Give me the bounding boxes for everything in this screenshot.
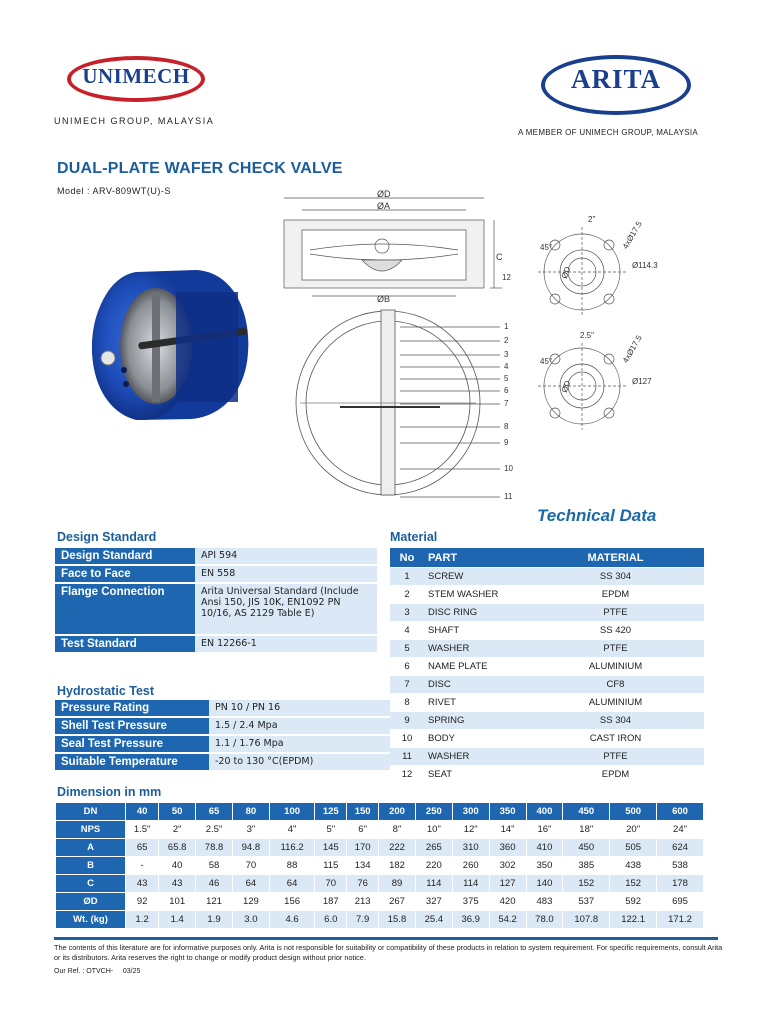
dim-cell: 76 [347, 875, 379, 893]
row-value: -20 to 130 °C(EPDM) [209, 753, 391, 771]
dim-header-dn: 250 [415, 803, 452, 821]
dim-cell: 114 [415, 875, 452, 893]
material-cell-no: 2 [390, 586, 424, 604]
table-row [390, 622, 704, 640]
callout-1: 1 [504, 322, 509, 331]
technical-data-heading: Technical Data [537, 506, 657, 525]
table-header-row [390, 548, 704, 568]
dim-cell: 156 [269, 893, 315, 911]
dim-cell: 1.5" [126, 821, 159, 839]
dim-header-dn: 300 [452, 803, 489, 821]
callout-7: 7 [504, 399, 509, 408]
table-row [390, 712, 704, 730]
dim-header-dn: 80 [232, 803, 269, 821]
dim-cell: 537 [563, 893, 610, 911]
dim-cell: 1.9 [196, 911, 233, 929]
dim-cell: 438 [610, 857, 657, 875]
dim-cell: 46 [196, 875, 233, 893]
material-table [390, 548, 704, 784]
material-cell-no: 11 [390, 748, 424, 766]
row-key: Shell Test Pressure [55, 717, 209, 735]
material-cell-material: ALUMINIUM [527, 658, 704, 676]
dim-cell: 222 [379, 839, 416, 857]
material-cell-part: SHAFT [424, 622, 527, 640]
row-key: Suitable Temperature [55, 753, 209, 771]
dim-cell: 107.8 [563, 911, 610, 929]
table-row [56, 857, 704, 875]
material-cell-part: SEAT [424, 766, 527, 784]
dim-cell: 54.2 [489, 911, 526, 929]
reference-date: 03/25 [122, 968, 141, 975]
material-cell-no: 3 [390, 604, 424, 622]
dim-cell: 16" [526, 821, 563, 839]
flange-angle-2-5in: 45° [540, 357, 553, 366]
dim-cell: 115 [315, 857, 347, 875]
dim-cell: 134 [347, 857, 379, 875]
dim-cell: 65 [126, 839, 159, 857]
dim-cell: 127 [489, 875, 526, 893]
material-cell-no: 12 [390, 766, 424, 784]
dim-header-dn: 100 [269, 803, 315, 821]
table-row [55, 717, 391, 735]
material-cell-no: 4 [390, 622, 424, 640]
dim-cell: - [126, 857, 159, 875]
table-row [390, 658, 704, 676]
dim-cell: 58 [196, 857, 233, 875]
row-value: 1.1 / 1.76 Mpa [209, 735, 391, 753]
table-row [390, 568, 704, 586]
dim-cell: 213 [347, 893, 379, 911]
hydrostatic-heading: Hydrostatic Test [57, 684, 155, 698]
table-row [390, 586, 704, 604]
dim-row-label: Wt. (kg) [56, 911, 126, 929]
callout-9: 9 [504, 438, 509, 447]
page-title: DUAL-PLATE WAFER CHECK VALVE [57, 160, 343, 177]
callout-3: 3 [504, 350, 509, 359]
row-value: PN 10 / PN 16 [209, 700, 391, 717]
dim-cell: 360 [489, 839, 526, 857]
dim-cell: 171.2 [657, 911, 704, 929]
dim-header-dn: 450 [563, 803, 610, 821]
dim-cell: 385 [563, 857, 610, 875]
dim-cell: 20" [610, 821, 657, 839]
dim-row-label: ØD [56, 893, 126, 911]
row-key: Flange Connection [55, 583, 195, 635]
dim-cell: 267 [379, 893, 416, 911]
material-cell-material: SS 304 [527, 712, 704, 730]
callout-5: 5 [504, 374, 509, 383]
dim-cell: 25.4 [415, 911, 452, 929]
material-cell-no: 9 [390, 712, 424, 730]
table-row [55, 583, 377, 635]
hydrostatic-table [55, 700, 391, 772]
col-material: MATERIAL [527, 548, 704, 568]
table-row [55, 548, 377, 565]
drawing-label-c: C [496, 252, 503, 262]
material-cell-part: RIVET [424, 694, 527, 712]
dim-cell: 220 [415, 857, 452, 875]
dim-cell: 3" [232, 821, 269, 839]
material-cell-material: CAST IRON [527, 730, 704, 748]
material-cell-material: PTFE [527, 604, 704, 622]
callout-8: 8 [504, 422, 509, 431]
drawing-label-ob: ØB [377, 294, 391, 304]
dim-header-dn: 200 [379, 803, 416, 821]
dim-cell: 114 [452, 875, 489, 893]
dim-cell: 2" [159, 821, 196, 839]
flange-pcd-2-5in: Ø127 [632, 377, 652, 386]
material-cell-material: CF8 [527, 676, 704, 694]
dim-header-dn: 500 [610, 803, 657, 821]
row-key: Test Standard [55, 635, 195, 653]
dim-cell: 6.0 [315, 911, 347, 929]
col-part: PART [424, 548, 527, 568]
dim-cell: 88 [269, 857, 315, 875]
dim-cell: 36.9 [452, 911, 489, 929]
row-key: Pressure Rating [55, 700, 209, 717]
dim-cell: 420 [489, 893, 526, 911]
design-standard-table [55, 548, 377, 654]
disclaimer: The contents of this literature are for informative purposes only. Arita is not responsible for suitability or compatibility of these products in relation to system requirement. For specific requirements, consult Arita or its distributors. Arita reserves the right to change or modify product design without prior notice. [54, 943, 723, 962]
dim-cell: 89 [379, 875, 416, 893]
dim-cell: 4" [269, 821, 315, 839]
callout-6: 6 [504, 386, 509, 395]
dim-cell: 410 [526, 839, 563, 857]
material-cell-part: BODY [424, 730, 527, 748]
table-row [56, 893, 704, 911]
row-value: Arita Universal Standard (Include Ansi 150, JIS 10K, EN1092 PN 10/16, AS 2129 Table E) [195, 583, 377, 635]
dim-cell: 92 [126, 893, 159, 911]
material-cell-part: DISC [424, 676, 527, 694]
row-value: EN 558 [195, 565, 377, 583]
material-cell-no: 7 [390, 676, 424, 694]
unimech-logo: UNIMECH [82, 64, 190, 88]
dim-cell: 302 [489, 857, 526, 875]
dim-cell: 94.8 [232, 839, 269, 857]
callout-10: 10 [504, 464, 513, 473]
row-value: 1.5 / 2.4 Mpa [209, 717, 391, 735]
material-cell-material: SS 304 [527, 568, 704, 586]
row-key: Design Standard [55, 548, 195, 565]
arita-logo: ARITA [570, 64, 661, 94]
dim-cell: 12" [452, 821, 489, 839]
dim-cell: 1.2 [126, 911, 159, 929]
dim-cell: 592 [610, 893, 657, 911]
dim-cell: 116.2 [269, 839, 315, 857]
table-row [390, 730, 704, 748]
dim-cell: 310 [452, 839, 489, 857]
dim-cell: 350 [526, 857, 563, 875]
valve-product-image [86, 262, 256, 427]
dim-cell: 122.1 [610, 911, 657, 929]
dim-row-label: C [56, 875, 126, 893]
dim-cell: 152 [563, 875, 610, 893]
flange-angle-2in: 45° [540, 243, 553, 252]
dim-row-label: B [56, 857, 126, 875]
table-row [390, 676, 704, 694]
dim-cell: 1.4 [159, 911, 196, 929]
dim-cell: 24" [657, 821, 704, 839]
dim-header-dn: 150 [347, 803, 379, 821]
table-row [390, 604, 704, 622]
dim-cell: 265 [415, 839, 452, 857]
material-cell-no: 10 [390, 730, 424, 748]
dim-header-dn: 40 [126, 803, 159, 821]
dim-cell: 505 [610, 839, 657, 857]
dim-cell: 15.8 [379, 911, 416, 929]
material-cell-part: NAME PLATE [424, 658, 527, 676]
table-row [390, 640, 704, 658]
table-row [56, 839, 704, 857]
flange-size-2in: 2" [588, 215, 596, 224]
material-cell-material: PTFE [527, 748, 704, 766]
dim-cell: 78.8 [196, 839, 233, 857]
drawing-label-od: ØD [377, 190, 391, 199]
dim-row-label: NPS [56, 821, 126, 839]
material-cell-part: SCREW [424, 568, 527, 586]
reference-label: Our Ref. : OTVCH- [54, 968, 114, 975]
material-cell-no: 1 [390, 568, 424, 586]
dim-cell: 178 [657, 875, 704, 893]
dim-cell: 182 [379, 857, 416, 875]
dim-cell: 5" [315, 821, 347, 839]
table-row [56, 821, 704, 839]
dim-cell: 129 [232, 893, 269, 911]
dim-cell: 260 [452, 857, 489, 875]
table-row [56, 875, 704, 893]
material-cell-material: EPDM [527, 586, 704, 604]
material-cell-part: DISC RING [424, 604, 527, 622]
dim-cell: 7.9 [347, 911, 379, 929]
dim-cell: 140 [526, 875, 563, 893]
dim-cell: 3.0 [232, 911, 269, 929]
dim-cell: 78.0 [526, 911, 563, 929]
dim-cell: 2.5" [196, 821, 233, 839]
callout-2: 2 [504, 336, 509, 345]
dim-cell: 450 [563, 839, 610, 857]
dim-cell: 538 [657, 857, 704, 875]
dim-cell: 14" [489, 821, 526, 839]
dim-cell: 4.6 [269, 911, 315, 929]
dim-header-dn: 400 [526, 803, 563, 821]
dim-cell: 624 [657, 839, 704, 857]
dimension-table [55, 802, 704, 929]
dim-header-dn: 600 [657, 803, 704, 821]
table-row [390, 748, 704, 766]
dim-cell: 65.8 [159, 839, 196, 857]
arita-subtitle: A MEMBER OF UNIMECH GROUP, MALAYSIA [518, 128, 699, 137]
table-row [390, 694, 704, 712]
dim-cell: 8" [379, 821, 416, 839]
flange-pcd-2in: Ø114.3 [632, 261, 658, 270]
dim-row-label: A [56, 839, 126, 857]
dim-cell: 70 [232, 857, 269, 875]
table-row [55, 700, 391, 717]
dim-cell: 6" [347, 821, 379, 839]
model-number: Model : ARV-809WT(U)-S [57, 186, 171, 196]
dimension-heading: Dimension in mm [57, 785, 162, 799]
flange-holes-2-5in: 4xØ17.5 [620, 333, 644, 365]
table-row [55, 735, 391, 753]
material-cell-part: STEM WASHER [424, 586, 527, 604]
material-cell-no: 8 [390, 694, 424, 712]
dim-cell: 64 [269, 875, 315, 893]
dim-cell: 43 [159, 875, 196, 893]
reference-code [54, 968, 140, 975]
material-cell-part: WASHER [424, 748, 527, 766]
material-cell-no: 6 [390, 658, 424, 676]
dim-cell: 10" [415, 821, 452, 839]
dim-cell: 101 [159, 893, 196, 911]
dim-cell: 375 [452, 893, 489, 911]
dim-cell: 170 [347, 839, 379, 857]
drawing-label-12: 12 [502, 273, 511, 282]
valve-front-drawing [280, 305, 530, 505]
table-row [55, 635, 377, 653]
unimech-subtitle: UNIMECH GROUP, MALAYSIA [54, 116, 215, 126]
dim-cell: 152 [610, 875, 657, 893]
table-row [55, 565, 377, 583]
material-cell-material: EPDM [527, 766, 704, 784]
flange-od-2-5in: ØD [559, 379, 573, 394]
material-cell-material: ALUMINIUM [527, 694, 704, 712]
callout-4: 4 [504, 362, 509, 371]
material-cell-part: WASHER [424, 640, 527, 658]
dim-header-dn: 350 [489, 803, 526, 821]
row-key: Seal Test Pressure [55, 735, 209, 753]
col-no: No [390, 548, 424, 568]
row-value: EN 12266-1 [195, 635, 377, 653]
flange-od-2in: ØD [559, 265, 573, 280]
dim-header-dn: 65 [196, 803, 233, 821]
row-value: API 594 [195, 548, 377, 565]
dim-cell: 145 [315, 839, 347, 857]
dim-cell: 327 [415, 893, 452, 911]
flange-detail-2in [530, 212, 700, 322]
dim-cell: 64 [232, 875, 269, 893]
dim-cell: 187 [315, 893, 347, 911]
material-heading: Material [390, 530, 438, 544]
dim-cell: 695 [657, 893, 704, 911]
row-key: Face to Face [55, 565, 195, 583]
design-standard-heading: Design Standard [57, 530, 157, 544]
table-header-row [56, 803, 704, 821]
dim-cell: 40 [159, 857, 196, 875]
material-cell-material: SS 420 [527, 622, 704, 640]
dim-cell: 43 [126, 875, 159, 893]
table-row [55, 753, 391, 771]
dim-header-dn: 125 [315, 803, 347, 821]
dim-cell: 70 [315, 875, 347, 893]
flange-holes-2in: 4xØ17.5 [620, 219, 644, 251]
material-cell-material: PTFE [527, 640, 704, 658]
dim-header-dn: 50 [159, 803, 196, 821]
dim-cell: 483 [526, 893, 563, 911]
valve-section-drawing [272, 190, 522, 304]
table-row [56, 911, 704, 929]
dim-cell: 121 [196, 893, 233, 911]
flange-size-2-5in: 2.5" [580, 331, 594, 340]
dim-header-label: DN [56, 803, 126, 821]
footer-rule [54, 937, 718, 940]
material-cell-part: SPRING [424, 712, 527, 730]
material-cell-no: 5 [390, 640, 424, 658]
dim-cell: 18" [563, 821, 610, 839]
table-row [390, 766, 704, 784]
callout-11: 11 [504, 492, 513, 501]
drawing-label-oa: ØA [377, 201, 391, 211]
flange-detail-2-5in [530, 328, 700, 432]
